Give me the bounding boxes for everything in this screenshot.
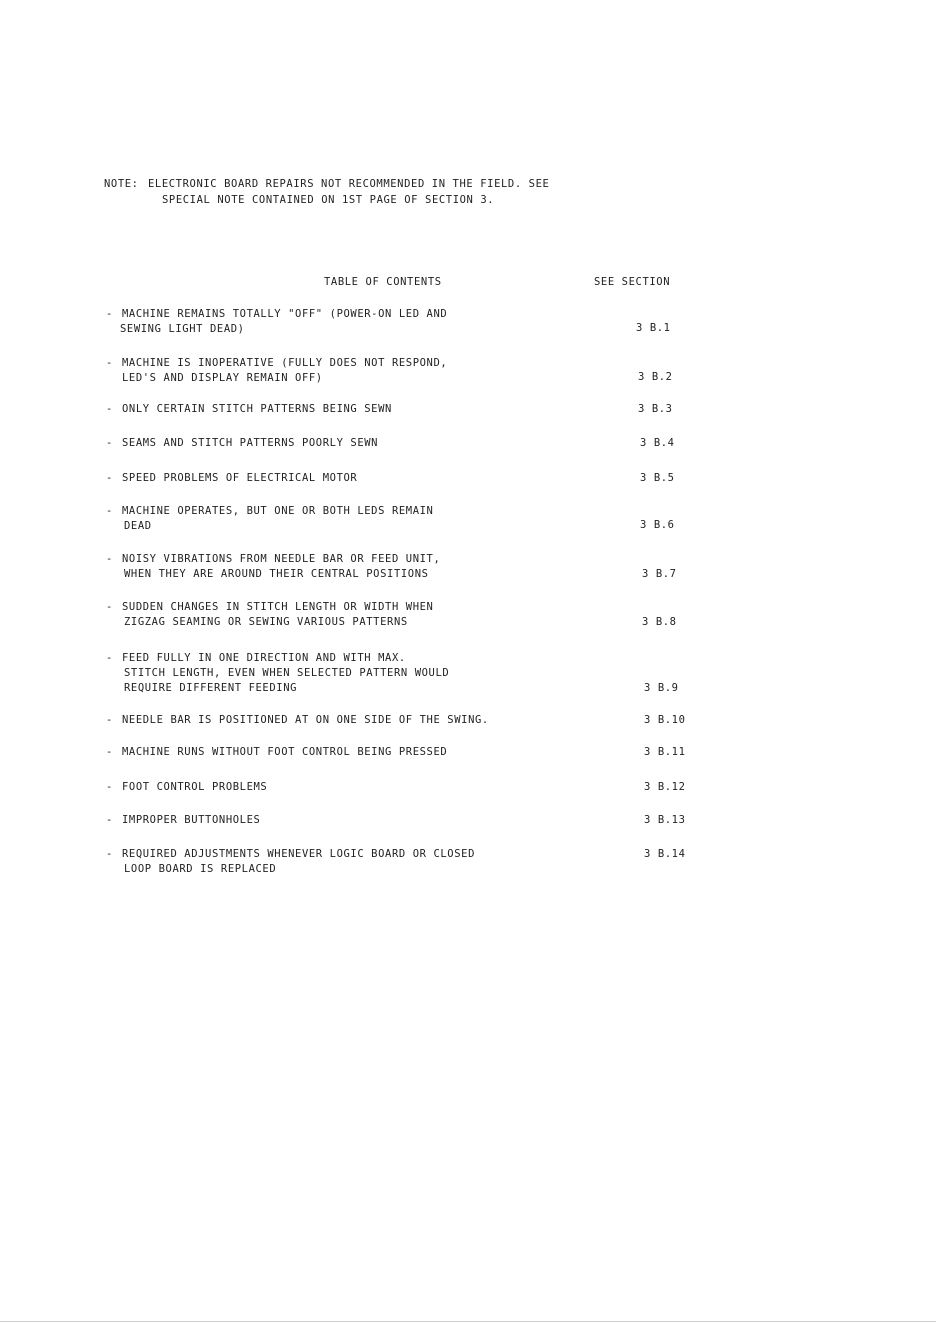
entry-text: MACHINE OPERATES, BUT ONE OR BOTH LEDS REMAIN: [122, 505, 434, 517]
entry-text: MACHINE IS INOPERATIVE (FULLY DOES NOT RESPOND,: [122, 357, 448, 369]
entry-section-ref: 3 B.7: [642, 568, 677, 580]
entry-text: WHEN THEY ARE AROUND THEIR CENTRAL POSITIONS: [124, 568, 429, 580]
entry-section-ref: 3 B.5: [640, 472, 675, 484]
entry-text: REQUIRE DIFFERENT FEEDING: [124, 682, 298, 694]
entry-dash: -: [106, 472, 113, 484]
entry-section-ref: 3 B.12: [644, 781, 686, 793]
entry-section-ref: 3 B.9: [644, 682, 679, 694]
page-bottom-edge: [0, 1321, 936, 1322]
entry-text: SUDDEN CHANGES IN STITCH LENGTH OR WIDTH WHEN: [122, 601, 434, 613]
entry-text: MACHINE REMAINS TOTALLY "OFF" (POWER-ON LED AND: [122, 308, 448, 320]
entry-section-ref: 3 B.1: [636, 322, 671, 334]
entry-section-ref: 3 B.3: [638, 403, 673, 415]
entry-text: NEEDLE BAR IS POSITIONED AT ON ONE SIDE OF THE SWING.: [122, 714, 489, 726]
entry-section-ref: 3 B.4: [640, 437, 675, 449]
entry-text: LED'S AND DISPLAY REMAIN OFF): [122, 372, 323, 384]
note-text-line-2: SPECIAL NOTE CONTAINED ON 1ST PAGE OF SECTION 3.: [162, 194, 495, 206]
entry-text: FOOT CONTROL PROBLEMS: [122, 781, 268, 793]
entry-dash: -: [106, 814, 113, 826]
entry-dash: -: [106, 553, 113, 565]
entry-section-ref: 3 B.14: [644, 848, 686, 860]
entry-dash: -: [106, 746, 113, 758]
entry-text: LOOP BOARD IS REPLACED: [124, 863, 277, 875]
entry-dash: -: [106, 601, 113, 613]
entry-text: DEAD: [124, 520, 152, 532]
toc-title: TABLE OF CONTENTS: [324, 276, 442, 288]
entry-text: REQUIRED ADJUSTMENTS WHENEVER LOGIC BOARD OR CLOSED: [122, 848, 475, 860]
entry-text: FEED FULLY IN ONE DIRECTION AND WITH MAX.: [122, 652, 406, 664]
entry-text: ONLY CERTAIN STITCH PATTERNS BEING SEWN: [122, 403, 392, 415]
entry-text: SEWING LIGHT DEAD): [120, 323, 245, 335]
entry-text: ZIGZAG SEAMING OR SEWING VARIOUS PATTERNS: [124, 616, 408, 628]
entry-dash: -: [106, 437, 113, 449]
entry-text: SPEED PROBLEMS OF ELECTRICAL MOTOR: [122, 472, 358, 484]
entry-section-ref: 3 B.11: [644, 746, 686, 758]
entry-section-ref: 3 B.8: [642, 616, 677, 628]
entry-dash: -: [106, 848, 113, 860]
entry-section-ref: 3 B.13: [644, 814, 686, 826]
entry-dash: -: [106, 403, 113, 415]
entry-dash: -: [106, 505, 113, 517]
note-label: NOTE:: [104, 178, 139, 190]
entry-dash: -: [106, 781, 113, 793]
entry-dash: -: [106, 714, 113, 726]
note-text-line-1: ELECTRONIC BOARD REPAIRS NOT RECOMMENDED IN THE FIELD. SEE: [148, 178, 550, 190]
see-section-header: SEE SECTION: [594, 276, 671, 288]
entry-section-ref: 3 B.6: [640, 519, 675, 531]
entry-dash: -: [106, 308, 113, 320]
entry-text: NOISY VIBRATIONS FROM NEEDLE BAR OR FEED UNIT,: [122, 553, 441, 565]
entry-dash: -: [106, 357, 113, 369]
entry-text: MACHINE RUNS WITHOUT FOOT CONTROL BEING PRESSED: [122, 746, 448, 758]
entry-dash: -: [106, 652, 113, 664]
entry-text: IMPROPER BUTTONHOLES: [122, 814, 261, 826]
entry-section-ref: 3 B.10: [644, 714, 686, 726]
entry-text: SEAMS AND STITCH PATTERNS POORLY SEWN: [122, 437, 379, 449]
entry-text: STITCH LENGTH, EVEN WHEN SELECTED PATTERN WOULD: [124, 667, 450, 679]
entry-section-ref: 3 B.2: [638, 371, 673, 383]
